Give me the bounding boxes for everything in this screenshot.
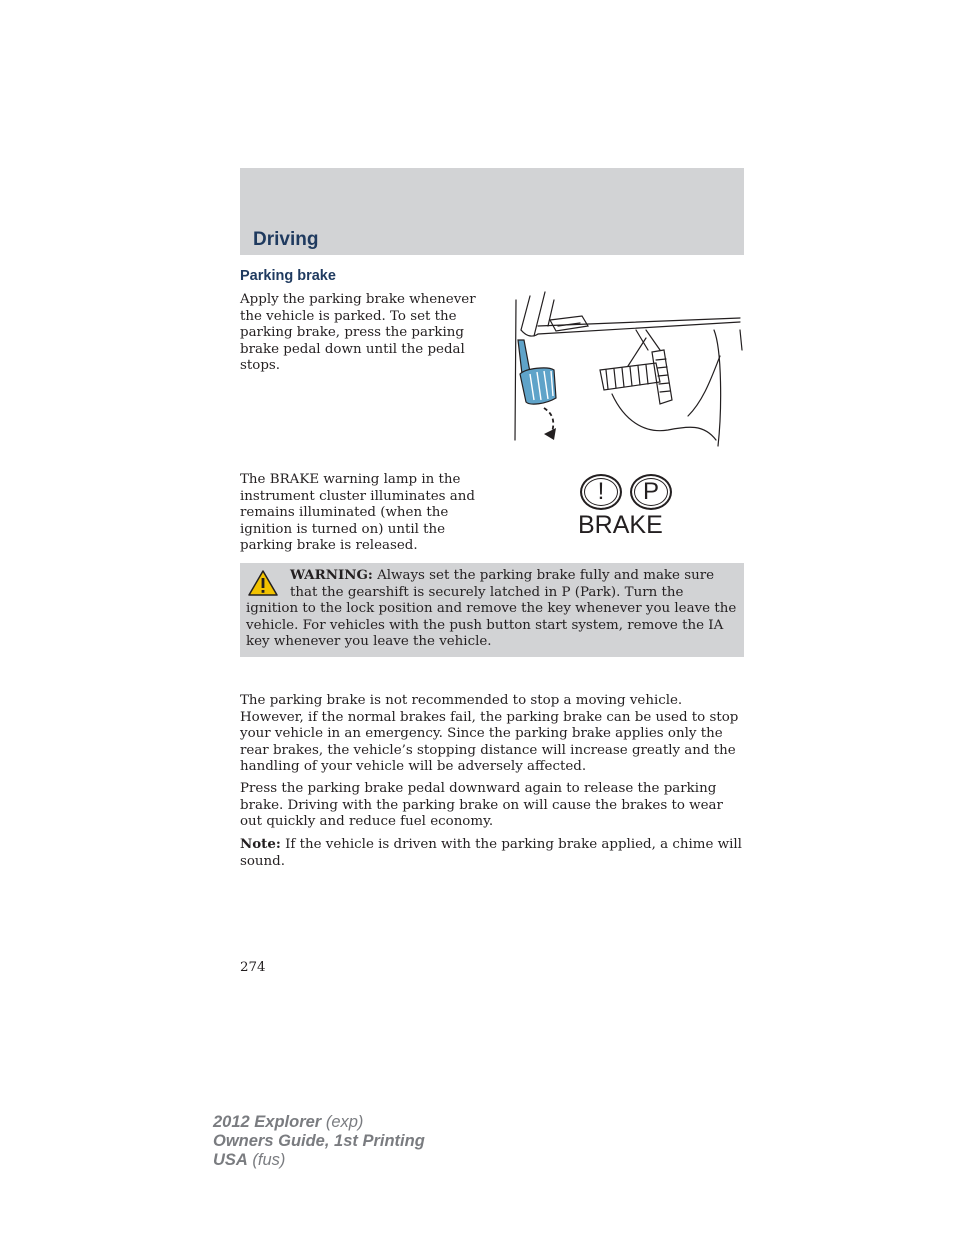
footer-model-code: (exp) bbox=[321, 1113, 364, 1131]
warning-box bbox=[240, 563, 744, 657]
warning-text: Always set the parking brake fully and make sure that the gearshift is securely latched in P (Park). Turn the ignition to the lock position and remove the key whenever you leave the vehicle. For vehicles with the push button start system, remove the IA key whenever you leave the vehicle. bbox=[246, 568, 737, 649]
exclamation-icon: ! bbox=[580, 474, 622, 510]
brake-lamp-label: BRAKE bbox=[578, 511, 663, 539]
brake-warning-lamp-symbol bbox=[578, 474, 673, 538]
footer-market-code: (fus) bbox=[247, 1151, 286, 1169]
body-paragraph-2: Press the parking brake pedal downward again to release the parking brake. Driving with the parking brake on will cause the brakes to wear out quickly and reduce fuel economy. bbox=[240, 781, 723, 829]
parking-brake-pedal-illustration bbox=[508, 290, 743, 448]
warning-label: WARNING: bbox=[290, 567, 373, 583]
note-label: Note: bbox=[240, 836, 281, 852]
parking-brake-heading: Parking brake bbox=[240, 268, 336, 284]
park-p-icon: P bbox=[630, 474, 672, 510]
section-header-band bbox=[240, 168, 744, 255]
intro-paragraph: Apply the parking brake whenever the vehicle is parked. To set the parking brake, press the parking brake pedal down until the pedal stops. bbox=[240, 292, 476, 373]
footer bbox=[213, 1113, 425, 1170]
footer-market: USA bbox=[213, 1151, 248, 1169]
body-paragraph-1: The parking brake is not recommended to stop a moving vehicle. However, if the normal brakes fail, the parking brake can be used to stop your vehicle in an emergency. Since the parking brake applies only the rear brakes, the vehicle’s stopping distance will increase greatly and the handling of your vehicle will be adversely affected. bbox=[240, 693, 739, 774]
brake-lamp-paragraph: The BRAKE warning lamp in the instrument cluster illuminates and remains illuminated (when the ignition is turned on) until the parking brake is released. bbox=[240, 472, 475, 553]
footer-line-2: Owners Guide, 1st Printing bbox=[213, 1132, 425, 1150]
footer-line-3 bbox=[213, 1151, 425, 1170]
footer-line-1 bbox=[213, 1113, 425, 1132]
note-paragraph bbox=[240, 836, 745, 870]
page-number: 274 bbox=[240, 960, 266, 975]
section-title: Driving bbox=[253, 229, 319, 250]
note-text: If the vehicle is driven with the parking brake applied, a chime will sound. bbox=[240, 837, 742, 869]
footer-model: 2012 Explorer bbox=[213, 1113, 322, 1131]
warning-triangle-icon bbox=[247, 569, 279, 597]
